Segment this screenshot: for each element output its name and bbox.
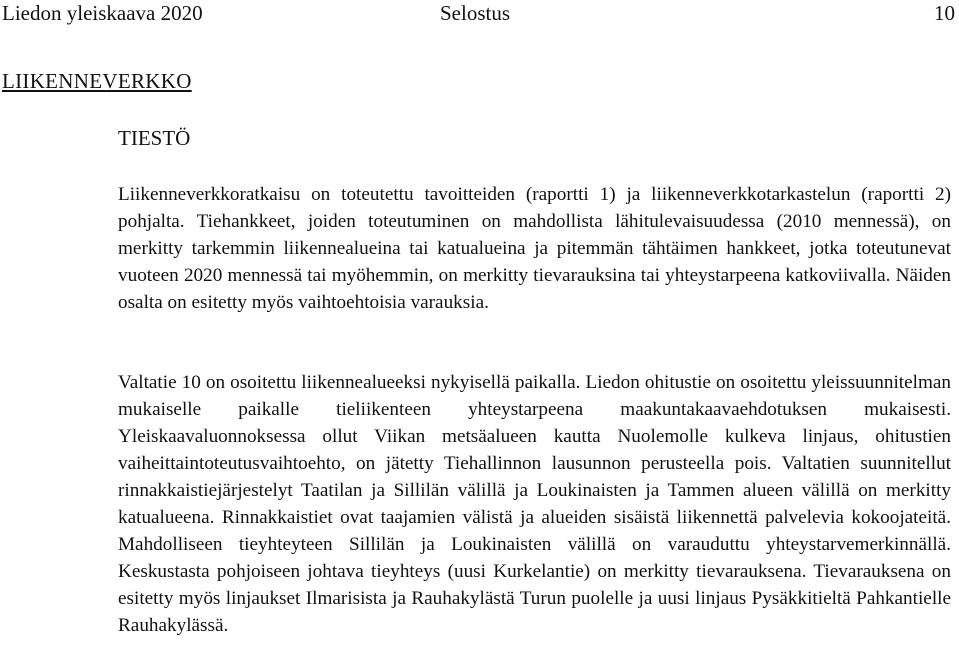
document-section: Selostus <box>440 1 511 25</box>
body-paragraph-2: Valtatie 10 on osoitettu liikennealueeksi nykyisellä paikalla. Liedon ohitustie on osoitettu yleissuunnitelman mukaiselle paikalle tieliikenteen yhteystarpeena maakuntakaavaehdotuksen mukaisesti. Yleiskaavaluonnoksessa ollut Viikan metsäalueen kautta Nuolemolle kulkeva linjaus, ohitustien vaiheittaintoteutusvaihtoehto, on jätetty Tiehallinnon lausunnon perusteella pois. Valtatien suunnitellut rinnakkaistiejärjestelyt Taatilan ja Sillilän välillä ja Loukinaisten ja Tammen alueen välillä on merkitty katualueena. Rinnakkaistiet ovat taajamien välistä ja alueiden sisäistä liikennettä palvelevia kokoojateitä. Mahdolliseen tieyhteyteen Sillilän ja Loukinaisten välillä on varauduttu yhteystarvemerkinnällä. Keskustasta pohjoiseen johtava tieyhteys (uusi Kurkelantie) on merkitty tievarauksena. Tievarauksena on esitetty myös linjaukset Ilmarisista ja Rauhakylästä Turun puolelle ja uusi linjaus Pysäkkitieltä Pahkantielle Rauhakylässä. <box>118 372 951 636</box>
page-header <box>0 0 959 30</box>
page-number: 10 <box>934 1 955 25</box>
section-title: LIIKENNEVERKKO <box>2 69 192 93</box>
subsection-title: TIESTÖ <box>118 126 191 150</box>
body-paragraph-1: Liikenneverkkoratkaisu on toteutettu tavoitteiden (raportti 1) ja liikenneverkkotarkastelun (raportti 2) pohjalta. Tiehankkeet, joiden toteutuminen on mahdollista lähitulevaisuudessa (2010 mennessä), on merkitty tarkemmin liikennealueina tai katualueina ja pitemmän tähtäimen hankkeet, jotka toteutunevat vuoteen 2020 mennessä tai myöhemmin, on merkitty tievarauksina tai yhteystarpeena katkoviivalla. Näiden osalta on esitetty myös vaihtoehtoisia varauksia. <box>118 184 951 313</box>
document-title: Liedon yleiskaava 2020 <box>2 1 203 25</box>
